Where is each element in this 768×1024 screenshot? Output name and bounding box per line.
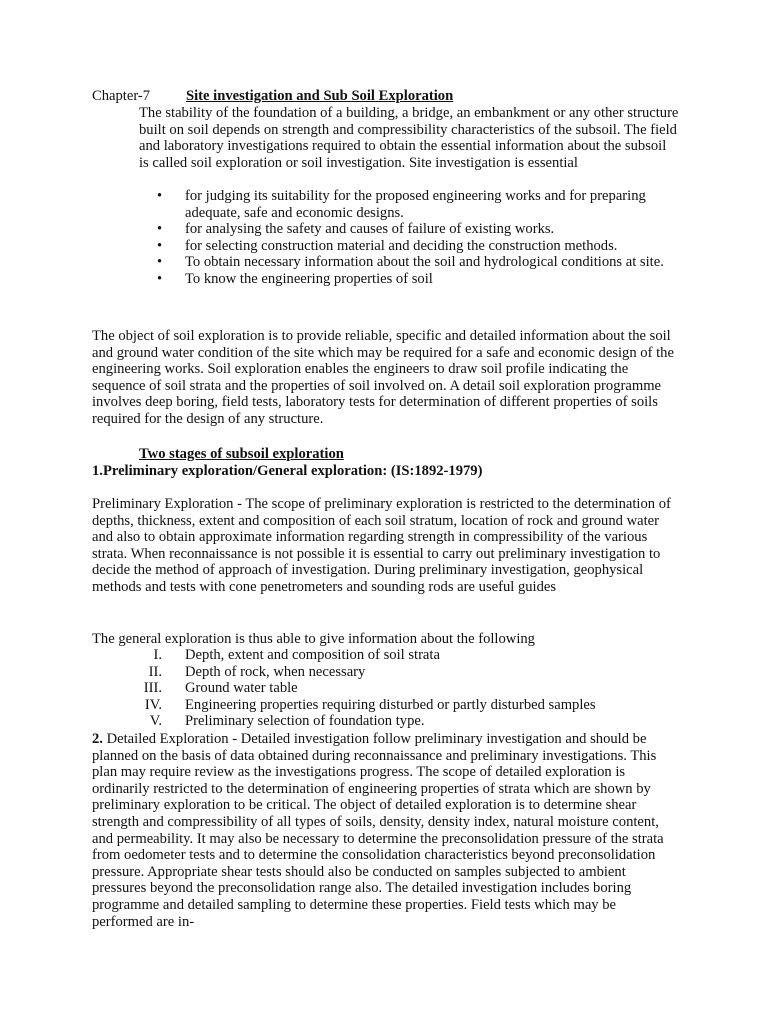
list-item: • for judging its suitability for the proposed engineering works and for preparing adequate, safe and economic designs. <box>157 188 646 221</box>
general-items-list <box>128 647 688 730</box>
list-item: II. Depth of rock, when necessary <box>148 663 366 680</box>
bullet-icon: • <box>157 188 163 204</box>
bullet-icon: • <box>157 221 163 238</box>
bullet-icon: • <box>157 270 163 287</box>
general-intro: The general exploration is thus able to give information about the following <box>92 631 535 647</box>
bullet-list <box>139 188 684 288</box>
bullet-icon: • <box>157 254 163 271</box>
stage1-heading: 1.Preliminary exploration/General exploration: (IS:1892-1979) <box>92 463 483 479</box>
list-item: • for selecting construction material and deciding the construction methods. <box>157 237 618 254</box>
bullet-icon: • <box>157 237 163 254</box>
object-paragraph: The object of soil exploration is to provide reliable, specific and detailed information about the soil and ground water condition of the site which may be required for a safe and economic design of the engineering works. Soil exploration enables the engineers to draw soil profile indicating the sequence of soil strata and the properties of soil involved on. A detail soil exploration programme involves deep boring, field tests, laboratory tests for determination of different properties of soils required for the design of any structure. <box>92 328 674 427</box>
list-item: V. Preliminary selection of foundation type. <box>149 713 425 730</box>
intro-paragraph: The stability of the foundation of a building, a bridge, an embankment or any other structure built on soil depends on strength and compressibility characteristics of the subsoil. The field and laboratory investigations required to obtain the essential information about the subsoil is called soil exploration or soil investigation. Site investigation is essential <box>139 105 679 171</box>
detailed-number: 2. <box>92 731 103 747</box>
list-item: • for analysing the safety and causes of failure of existing works. <box>157 221 555 238</box>
detailed-paragraph <box>92 731 677 930</box>
detailed-text: Detailed Exploration - Detailed investigation follow preliminary investigation and should be planned on the basis of data obtained during reconnaissance and preliminary investigations. This plan may require review as the investigations progress. The scope of detailed exploration is ordinarily restricted to the determination of engineering properties of strata which are shown by preliminary exploration to be critical. The object of detailed exploration is to determine shear strength and compressibility of all types of soils, density, density index, natural moisture content, and permeability. It may also be necessary to determine the preconsolidation pressure of the strata from oedometer tests and to determine the consolidation characteristics beyond preconsolidation pressure. Appropriate shear tests should also be conducted on samples subjected to ambient pressures beyond the preconsolidation range also. The detailed investigation includes boring programme and detailed sampling to determine these properties. Field tests which may be performed are in- <box>92 731 664 930</box>
list-item: I. Depth, extent and composition of soil strata <box>153 647 440 663</box>
list-item: IV. Engineering properties requiring disturbed or partly disturbed samples <box>144 696 596 713</box>
chapter-title: Site investigation and Sub Soil Exploration <box>186 88 454 104</box>
preliminary-paragraph: Preliminary Exploration - The scope of preliminary exploration is restricted to the determination of depths, thickness, extent and composition of each soil stratum, location of rock and ground water and also to obtain approximate information regarding strength in compressibility of the various strata. When reconnaissance is not possible it is essential to carry out preliminary investigation to decide the method of approach of investigation. During preliminary investigation, geophysical methods and tests with cone penetrometers and sounding rods are useful guides <box>92 496 671 595</box>
list-item: • To know the engineering properties of soil <box>157 270 433 287</box>
chapter-label: Chapter-7 <box>92 88 151 104</box>
stages-heading: Two stages of subsoil exploration <box>139 446 344 462</box>
list-item: III. Ground water table <box>143 680 298 697</box>
list-item: • To obtain necessary information about the soil and hydrological conditions at site. <box>157 254 664 271</box>
